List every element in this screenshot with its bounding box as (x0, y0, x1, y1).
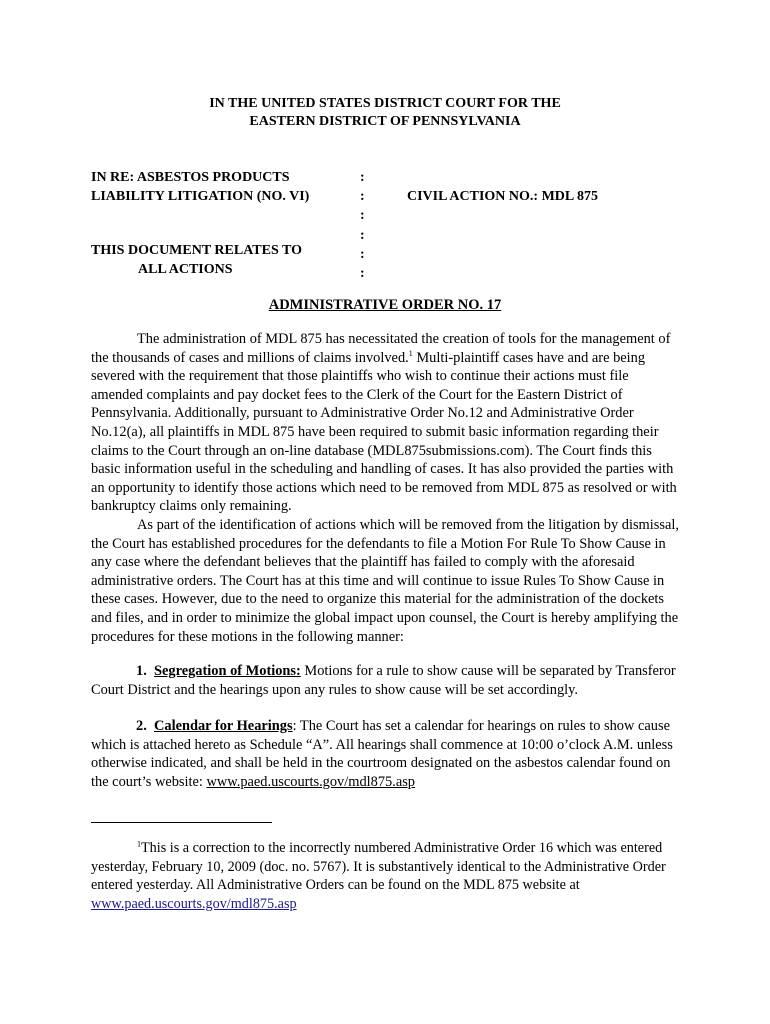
caption-colon: : (360, 170, 365, 185)
footnote-link[interactable]: www.paed.uscourts.gov/mdl875.asp (91, 895, 297, 912)
court-header-line2: EASTERN DISTRICT OF PENNSYLVANIA (249, 114, 521, 129)
item-heading: Segregation of Motions (154, 663, 297, 679)
caption-colon-column (360, 168, 365, 283)
footnote-text: This is a correction to the incorrectly numbered Administrative Order 16 which was entered yesterday, February 10, 2009 (doc. no. 5767). It is substantively identical to the Administrative Order entered yesterday. All Administrative Orders can be found on the MDL 875 website at (91, 840, 666, 894)
case-caption (91, 168, 309, 279)
paragraph-text: The administration of MDL 875 has necessitated the creation of tools for the management of the thousands of cases and millions of claims involved. (91, 331, 671, 366)
item-heading-sep: : (292, 718, 297, 734)
body-paragraph: As part of the identification of actions which will be removed from the litigation by dismissal, the Court has established procedures for the defendants to file a Motion For Rule To Show Cause in any case where the defendant believes that the plaintiff has failed to comply with the aforesaid administrative orders. The Court has at this time and will continue to issue Rules To Show Cause in these cases. However, due to the need to organize this material for the administration of the dockets and files, and in order to minimize the global impact upon counsel, the Court is hereby amplifying the procedures for these motions in the following manner: (91, 516, 679, 645)
calendar-link[interactable]: www.paed.uscourts.gov/mdl875.asp (206, 773, 416, 790)
numbered-item (91, 662, 683, 699)
caption-colon: : (360, 208, 365, 224)
caption-in-re-line2: LIABILITY LITIGATION (NO. VI) (91, 189, 310, 204)
item-heading: Calendar for Hearings (154, 718, 293, 734)
order-body (91, 330, 683, 646)
order-title (0, 297, 770, 314)
footnote-reference[interactable]: 1 (408, 348, 413, 358)
caption-in-re-line1: IN RE: ASBESTOS PRODUCTS (91, 170, 290, 185)
caption-colon: : (360, 227, 365, 243)
body-paragraph (91, 330, 683, 516)
footnote-marker: 1 (137, 839, 141, 849)
item-text: Motions for a rule to show cause will be separated by Transferor Court District and the hearings upon any rules to show cause will be set accordingly. (91, 663, 676, 698)
court-header (0, 95, 770, 131)
court-header-line1: IN THE UNITED STATES DISTRICT COURT FOR THE (209, 96, 561, 111)
caption-relates-line2: ALL ACTIONS (138, 262, 233, 277)
item-text: The Court has set a calendar for hearings on rules to show cause which is attached hereto as Schedule “A”. All hearings shall commence at 10:00 o’clock A.M. unless otherwise indicated, and shall be held in the courtroom designated on the asbestos calendar found on the court’s website: (91, 718, 673, 790)
item-number: 2. (136, 718, 147, 734)
numbered-item (91, 717, 683, 791)
caption-colon: : (360, 266, 365, 282)
caption-colon: : (360, 189, 365, 205)
footnote (91, 839, 683, 913)
caption-colon: : (360, 246, 365, 262)
caption-relates-line1: THIS DOCUMENT RELATES TO (91, 243, 302, 258)
civil-action-number: CIVIL ACTION NO.: MDL 875 (407, 189, 598, 204)
footnote-divider (91, 822, 272, 823)
paragraph-text: Multi-plaintiff cases have and are being severed with the requirement that those plaintiffs who wish to continue their actions must file amended complaints and pay docket fees to the Clerk of the Court for the Eastern District of Pennsylvania. Additionally, pursuant to Administrative Order No.12 and Administrative Order No.12(a), all plaintiffs in MDL 875 have been required to submit basic information regarding their claims to the Court through an on-line database (MDL875submissions.com). The Court finds this basic information useful in the scheduling and handling of cases. It has also provided the parties with an opportunity to identify those actions which need to be removed from MDL 875 as resolved or with bankruptcy claims only remaining. (91, 349, 677, 515)
order-title-text: ADMINISTRATIVE ORDER NO. 17 (268, 297, 502, 313)
item-number: 1. (136, 663, 147, 679)
item-heading-sep: : (296, 663, 301, 679)
